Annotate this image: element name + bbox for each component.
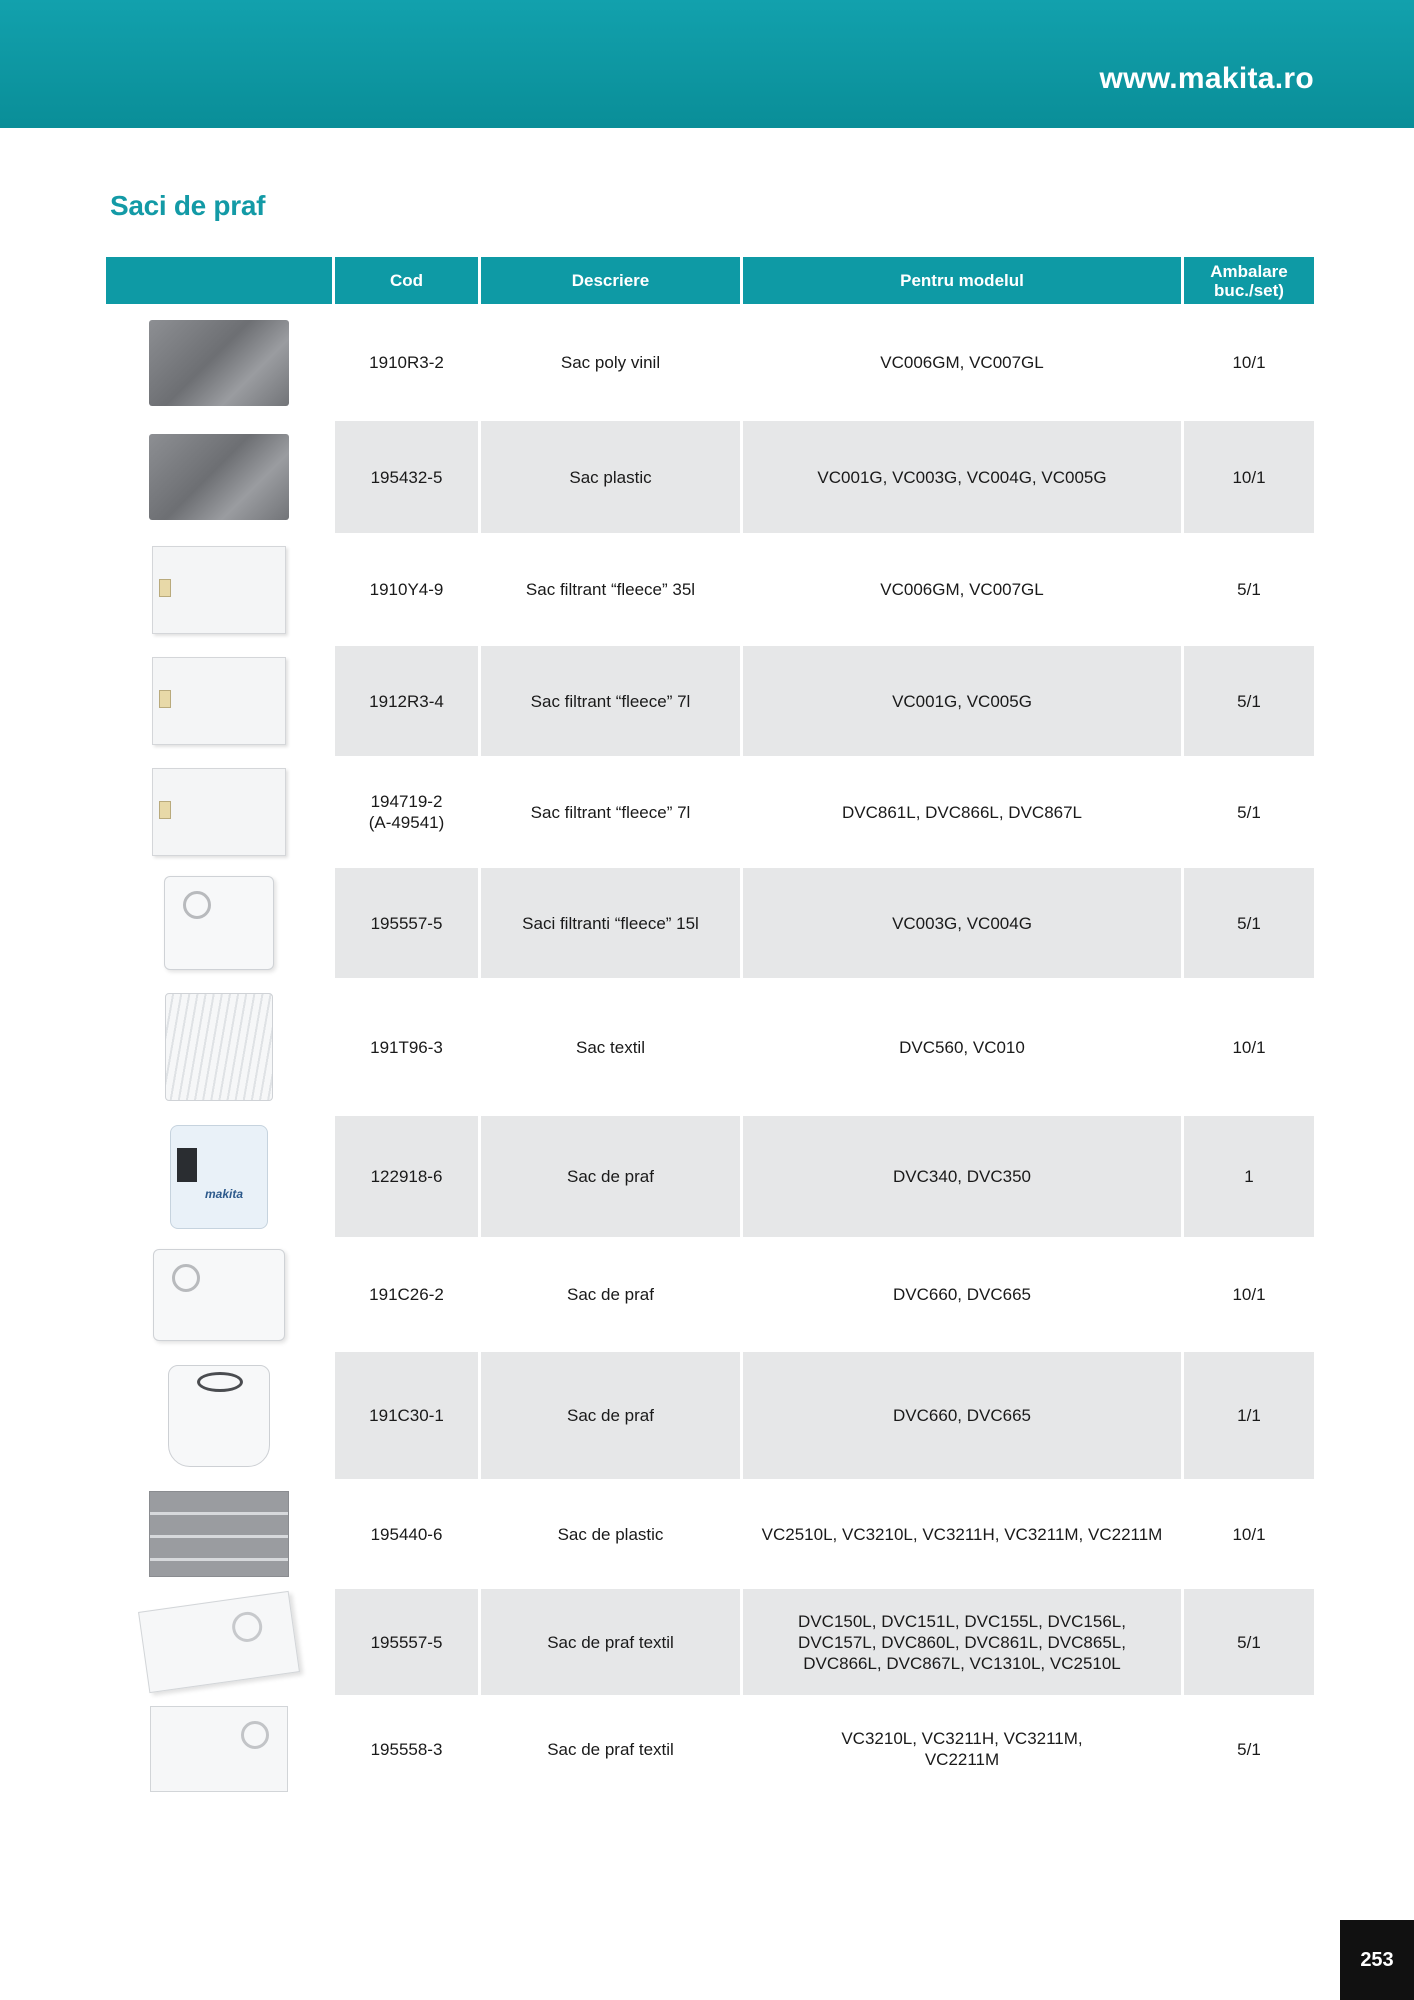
cell-cod: 195557-5 xyxy=(335,1589,478,1695)
table-row xyxy=(106,533,1314,646)
table-row xyxy=(106,304,1314,421)
table-row xyxy=(106,1479,1314,1589)
gray-poly-bag-image xyxy=(149,320,289,406)
cell-model: VC003G, VC004G xyxy=(743,868,1181,978)
plastic-bag-roll-image xyxy=(149,1491,289,1577)
cell-ambalare: 5/1 xyxy=(1184,646,1314,756)
cell-cod: 195432-5 xyxy=(335,421,478,533)
cell-model: VC006GM, VC007GL xyxy=(880,580,1044,599)
cell-descriere: Sac filtrant “fleece” 7l xyxy=(530,802,691,822)
cell-descriere: Saci filtranti “fleece” 15l xyxy=(481,868,740,978)
cell-ambalare: 1 xyxy=(1184,1116,1314,1237)
table-row xyxy=(106,868,1314,978)
cell-model: VC001G, VC003G, VC004G, VC005G xyxy=(743,421,1181,533)
cell-ambalare: 5/1 xyxy=(1237,580,1261,599)
fleece-bag-image xyxy=(152,546,286,634)
cell-model: VC006GM, VC007GL xyxy=(880,353,1044,372)
page-number: 253 xyxy=(1340,1920,1414,2000)
fleece-bag-image xyxy=(152,657,286,745)
header-model: Pentru modelul xyxy=(743,257,1181,304)
table-row xyxy=(106,421,1314,533)
cell-descriere: Sac de praf textil xyxy=(481,1589,740,1695)
cell-model: DVC150L, DVC151L, DVC155L, DVC156L, DVC157L, DVC860L, DVC861L, DVC865L, DVC866L, DVC867L, VC1310L, VC2510L xyxy=(743,1589,1181,1695)
fleece-bag-image xyxy=(152,768,286,856)
header-image xyxy=(106,257,332,304)
cell-cod: 195557-5 xyxy=(335,868,478,978)
cell-cod: 1910Y4-9 xyxy=(369,580,444,599)
cell-ambalare: 5/1 xyxy=(1237,802,1261,822)
cell-ambalare: 5/1 xyxy=(1184,1589,1314,1695)
table-row xyxy=(106,1116,1314,1237)
cell-ambalare: 10/1 xyxy=(1184,421,1314,533)
cell-descriere: Sac de praf xyxy=(567,1285,654,1304)
cell-ambalare: 5/1 xyxy=(1184,868,1314,978)
dust-bag-image xyxy=(153,1249,285,1341)
header-cod: Cod xyxy=(335,257,478,304)
table-row xyxy=(106,1695,1314,1803)
cell-model: DVC861L, DVC866L, DVC867L xyxy=(841,802,1083,822)
cell-cod: 1912R3-4 xyxy=(335,646,478,756)
cell-descriere: Sac textil xyxy=(576,1037,645,1057)
cell-descriere: Sac de praf xyxy=(481,1352,740,1479)
cell-ambalare: 10/1 xyxy=(1232,353,1266,372)
cell-model: DVC660, DVC665 xyxy=(743,1352,1181,1479)
table-row xyxy=(106,1237,1314,1352)
textile-dust-bag-image xyxy=(150,1706,288,1792)
table-row xyxy=(106,646,1314,756)
cell-model: DVC660, DVC665 xyxy=(893,1285,1031,1304)
table-header-row xyxy=(106,257,1314,304)
cell-descriere: Sac filtrant “fleece” 7l xyxy=(481,646,740,756)
cell-ambalare: 1/1 xyxy=(1184,1352,1314,1479)
cell-cod: 191C30-1 xyxy=(335,1352,478,1479)
table-row xyxy=(106,1352,1314,1479)
section-title: Saci de praf xyxy=(110,190,266,221)
cell-cod: 191C26-2 xyxy=(369,1285,444,1304)
cell-descriere: Sac de praf textil xyxy=(547,1739,674,1759)
cell-descriere: Sac de praf xyxy=(481,1116,740,1237)
cell-descriere: Sac poly vinil xyxy=(560,353,661,372)
table-row xyxy=(106,978,1314,1116)
cell-model: DVC560, VC010 xyxy=(899,1037,1025,1057)
cell-ambalare: 10/1 xyxy=(1232,1524,1266,1544)
site-url-link[interactable]: www.makita.ro xyxy=(1099,62,1314,95)
cell-model: VC2510L, VC3210L, VC3211H, VC3211M, VC2211M xyxy=(761,1524,1163,1544)
cell-cod: 195440-6 xyxy=(370,1524,443,1544)
textile-bags-stack-image xyxy=(165,993,273,1101)
cell-descriere: Sac de plastic xyxy=(557,1524,664,1544)
dust-bag-ring-image xyxy=(168,1365,270,1467)
product-table xyxy=(103,257,1317,1803)
table-row xyxy=(106,756,1314,868)
cell-ambalare: 10/1 xyxy=(1232,1037,1266,1057)
cell-descriere: Sac filtrant “fleece” 35l xyxy=(525,580,696,599)
cell-cod: 1910R3-2 xyxy=(369,353,444,372)
cell-cod: 194719-2 (A-49541) xyxy=(368,792,445,832)
cell-cod: 122918-6 xyxy=(335,1116,478,1237)
cell-descriere: Sac plastic xyxy=(481,421,740,533)
cell-ambalare: 5/1 xyxy=(1237,1739,1261,1759)
gray-plastic-bag-image xyxy=(149,434,289,520)
header-ambalare: Ambalare buc./set) xyxy=(1184,257,1314,304)
cell-model: VC001G, VC005G xyxy=(743,646,1181,756)
table-row xyxy=(106,1589,1314,1695)
cell-model: DVC340, DVC350 xyxy=(743,1116,1181,1237)
makita-dust-bag-image xyxy=(170,1125,268,1229)
cell-cod: 195558-3 xyxy=(370,1739,443,1759)
makita-logo-text: makita xyxy=(205,1186,244,1201)
cell-model: VC3210L, VC3211H, VC3211M, VC2211M xyxy=(841,1729,1083,1769)
textile-dust-bag-image xyxy=(138,1591,300,1693)
cell-ambalare: 10/1 xyxy=(1232,1285,1266,1304)
fleece-bag-image xyxy=(164,876,274,970)
header-bar xyxy=(0,0,1414,128)
header-descriere: Descriere xyxy=(481,257,740,304)
cell-cod: 191T96-3 xyxy=(370,1037,443,1057)
